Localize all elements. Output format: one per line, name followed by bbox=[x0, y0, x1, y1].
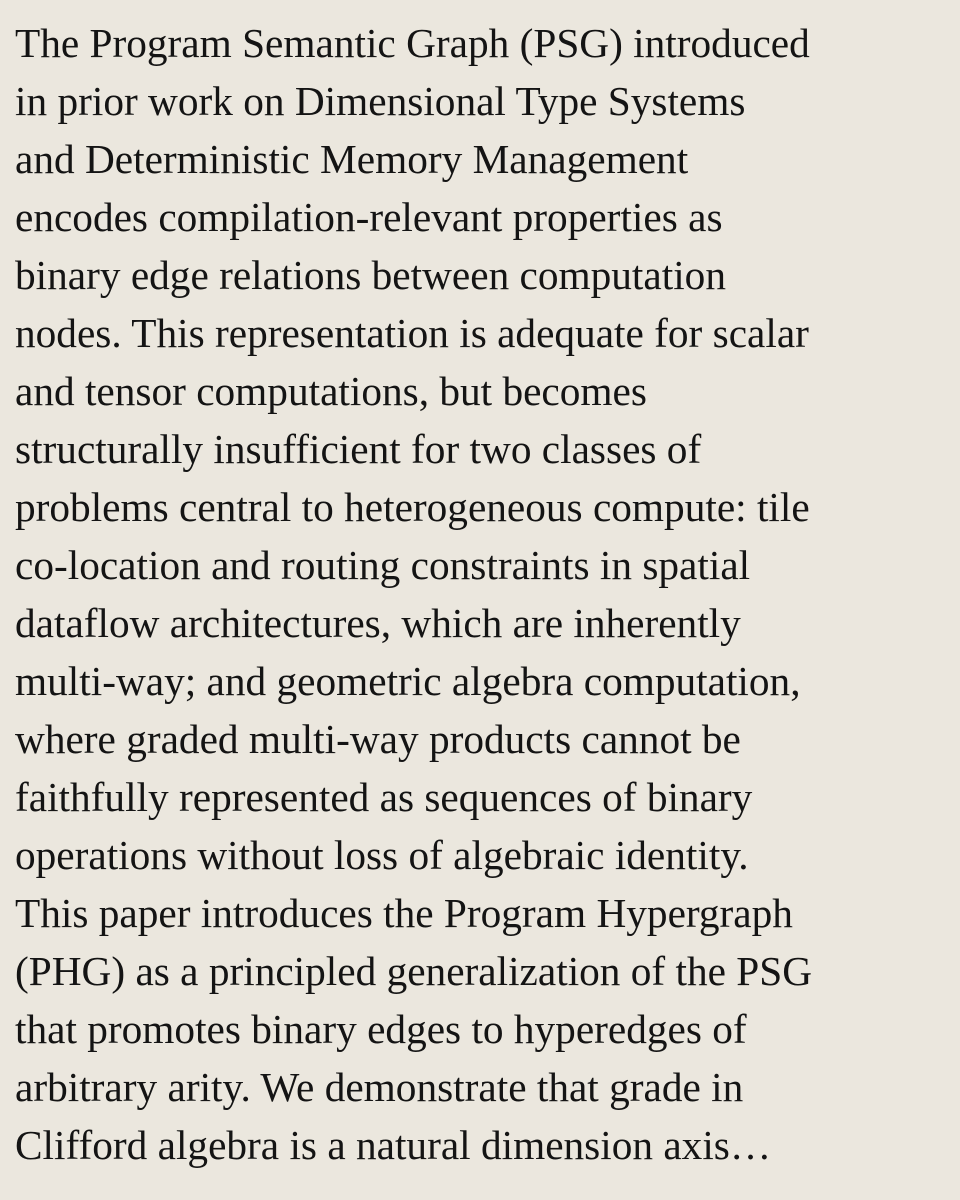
text-line: This paper introduces the Program Hypergraph bbox=[15, 890, 793, 936]
text-line: and tensor computations, but becomes bbox=[15, 368, 647, 414]
text-line: multi-way; and geometric algebra computation, bbox=[15, 658, 801, 704]
abstract-paragraph bbox=[15, 14, 942, 1174]
text-line: arbitrary arity. We demonstrate that grade in bbox=[15, 1064, 744, 1110]
text-line: that promotes binary edges to hyperedges of bbox=[15, 1006, 747, 1052]
text-line: binary edge relations between computation bbox=[15, 252, 726, 298]
text-line: nodes. This representation is adequate for scalar bbox=[15, 310, 809, 356]
text-line: in prior work on Dimensional Type Systems bbox=[15, 78, 746, 124]
text-line: faithfully represented as sequences of binary bbox=[15, 774, 753, 820]
text-line: co-location and routing constraints in spatial bbox=[15, 542, 751, 588]
text-line: (PHG) as a principled generalization of the PSG bbox=[15, 948, 813, 994]
text-line: structurally insufficient for two classes of bbox=[15, 426, 702, 472]
text-line: dataflow architectures, which are inherently bbox=[15, 600, 741, 646]
text-line: and Deterministic Memory Management bbox=[15, 136, 689, 182]
text-line: operations without loss of algebraic identity. bbox=[15, 832, 749, 878]
text-line: where graded multi-way products cannot be bbox=[15, 716, 741, 762]
text-line: problems central to heterogeneous compute: tile bbox=[15, 484, 810, 530]
text-line: Clifford algebra is a natural dimension axis… bbox=[15, 1122, 772, 1168]
text-line: encodes compilation-relevant properties as bbox=[15, 194, 723, 240]
text-line: The Program Semantic Graph (PSG) introduced bbox=[15, 20, 810, 66]
